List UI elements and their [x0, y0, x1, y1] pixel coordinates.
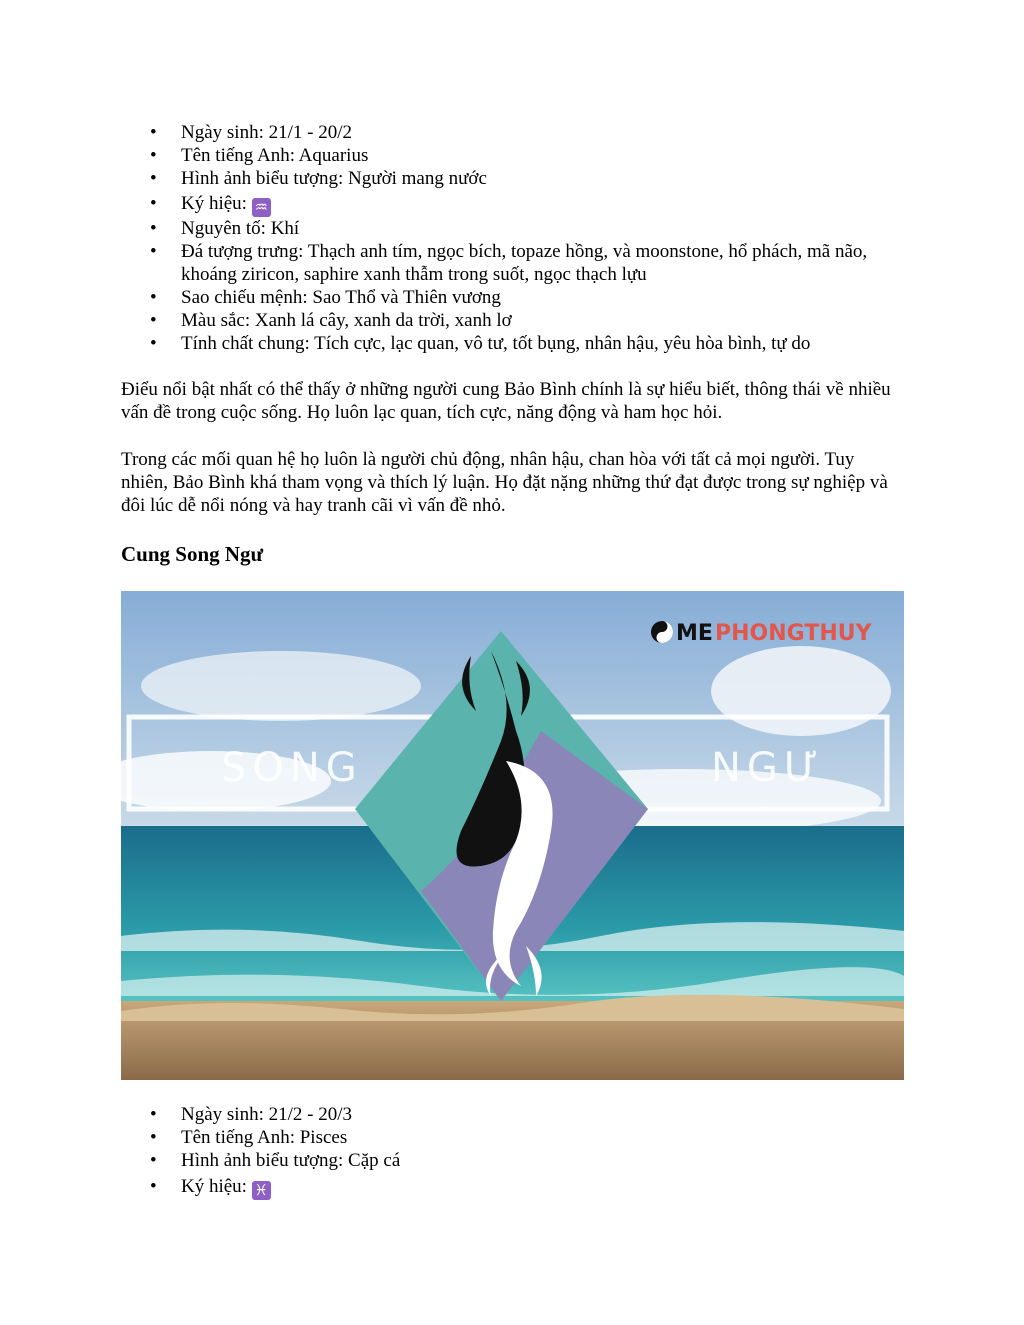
pisces-symbol-icon: ♓ [252, 1181, 271, 1200]
list-item: • Nguyên tố: Khí [150, 217, 910, 240]
list-item: • Ký hiệu: ♒ [150, 192, 910, 217]
pisces-banner-art [121, 591, 904, 1080]
aquarius-paragraph-2: Trong các mối quan hệ họ luôn là người chủ động, nhân hậu, chan hòa với tất cả mọi người. Tuy nhiên, Bảo Bình khá tham vọng và thích lý luận. Họ đặt nặng những thứ đạt được trong sự nghiệp và đôi lúc dễ nổi nóng và hay tranh cãi vì vấn đề nhỏ. [121, 449, 888, 516]
list-item: • Ngày sinh: 21/2 - 20/3 [150, 1103, 910, 1126]
brand-logo [651, 621, 873, 646]
list-item: • Ký hiệu: ♓ [150, 1175, 910, 1200]
list-item: • Sao chiếu mệnh: Sao Thổ và Thiên vương [150, 286, 910, 309]
list-item: • Đá tượng trưng: Thạch anh tím, ngọc bích, topaze hồng, và moonstone, hổ phách, mã não, khoáng ziricon, saphire xanh thẫm trong suốt, ngọc thạch lựu [150, 240, 910, 286]
banner-word-right: NGƯ [711, 745, 825, 791]
aquarius-symbol-icon: ♒ [252, 198, 271, 217]
list-item: • Hình ảnh biểu tượng: Người mang nước [150, 167, 910, 190]
aquarius-paragraph-1: Điểu nổi bật nhất có thể thấy ở những người cung Bảo Bình chính là sự hiểu biết, thông thái về nhiều vấn đề trong cuộc sống. Họ luôn lạc quan, tích cực, năng động và ham học hỏi. [121, 379, 891, 423]
list-item: • Màu sắc: Xanh lá cây, xanh da trời, xanh lơ [150, 309, 910, 332]
pisces-banner-image [121, 591, 904, 1080]
list-item: • Tính chất chung: Tích cực, lạc quan, vô tư, tốt bụng, nhân hậu, yêu hòa bình, tự do [150, 332, 910, 355]
brand-me: ME [676, 621, 713, 646]
aquarius-facts-list [150, 121, 910, 355]
pisces-facts-list [150, 1103, 910, 1200]
list-item: • Ngày sinh: 21/1 - 20/2 [150, 121, 910, 144]
list-item: • Tên tiếng Anh: Pisces [150, 1126, 910, 1149]
brand-rest: PHONGTHUY [715, 621, 872, 646]
list-item: • Tên tiếng Anh: Aquarius [150, 144, 910, 167]
banner-word-left: SONG [221, 745, 363, 791]
section-heading-pisces: Cung Song Ngư [121, 542, 264, 566]
list-item: • Hình ảnh biểu tượng: Cặp cá [150, 1149, 910, 1172]
